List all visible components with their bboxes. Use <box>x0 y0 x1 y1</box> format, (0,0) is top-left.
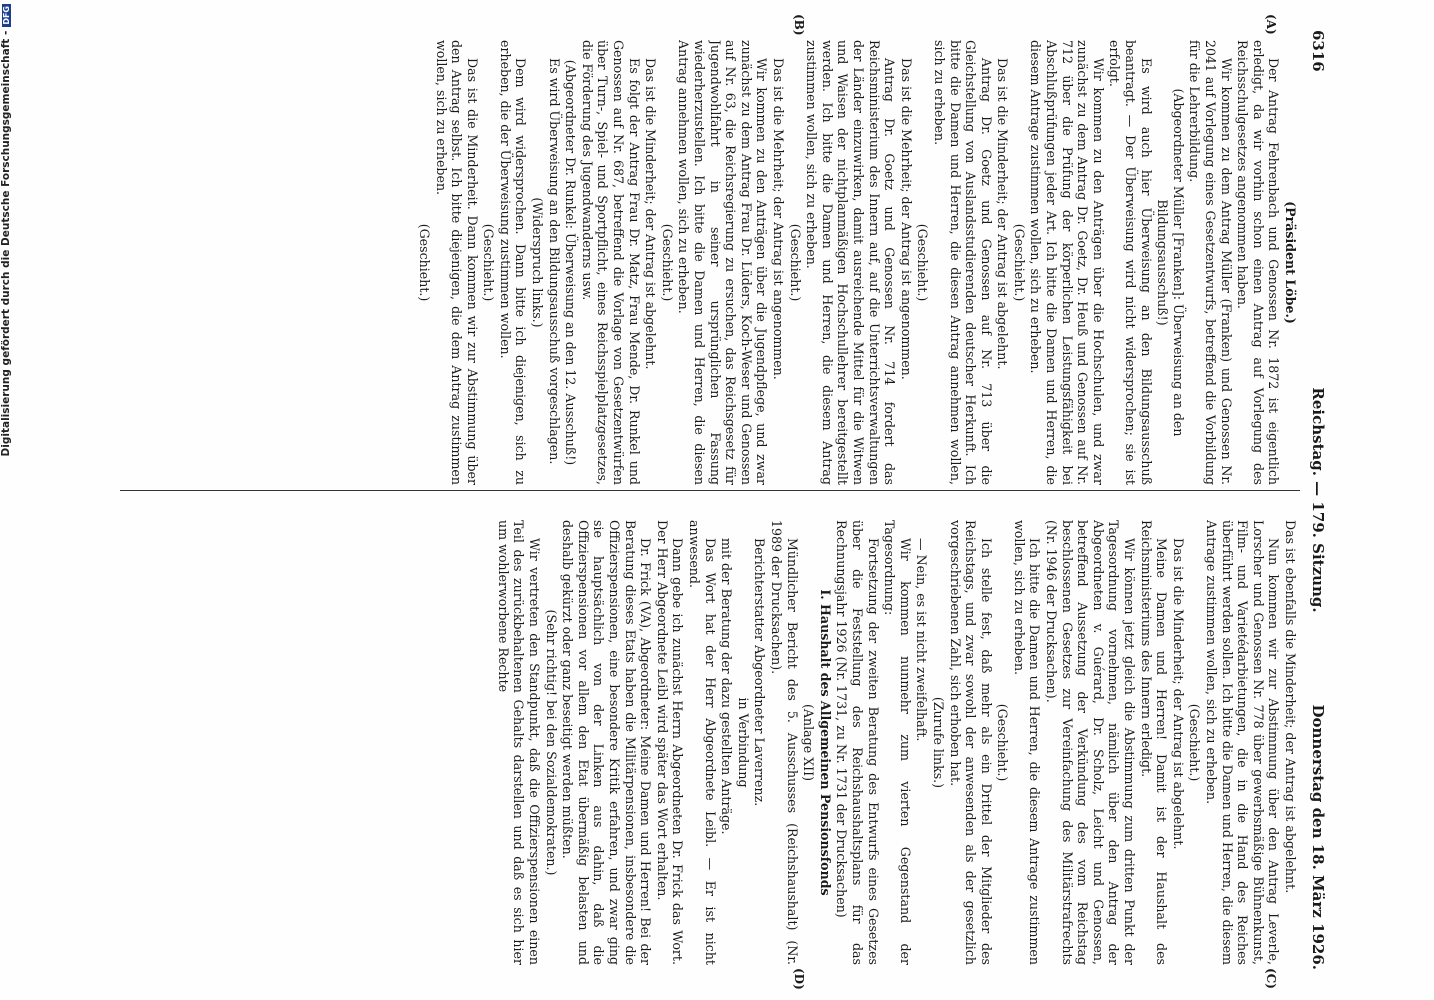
page-header <box>1305 30 1327 970</box>
paragraph: Wir können jetzt gleich die Abstimmung zum dritten Punkt der Tagesordnung vornehmen, nämlich über den Antrag der Abgeordneten v. Guérard, Dr. Scholz, Leicht und Genossen, betreffend Aussetzung der Verkündung des vom Reichstag beschlossenen Gesetzes zur Vereinfachung des Militärstrafrechts (Nr. 1946 der Drucksachen). <box>1044 520 1138 965</box>
paragraph: Das ist die Minderheit; der Antrag ist abgelehnt. <box>1170 538 1186 850</box>
paragraph: mit der Beratung der dazu gestellten Anträge. <box>719 538 735 835</box>
interjection: (Geschieht.) <box>659 223 675 302</box>
paragraph: Meine Damen und Herren! Damit ist der Haushalt des Reichsministeriums des Innern erledigt. <box>1138 520 1170 965</box>
paragraph: Wir vertreten den Standpunkt, daß die Offizierspensionen einen Teil des zurückbehaltenen Gehalts darstellen und daß es sich hier um wohlerworbene Rechte <box>495 520 543 965</box>
agenda-item: Fortsetzung der zweiten Beratung des Entwurfs eines Gesetzes über die Feststellung des Reichshaushaltsplans für das Rechnungsjahr 1926 (Nr. 1731, zu Nr. 1731 der Drucksachen) <box>834 520 881 965</box>
paragraph: Das Wort hat der Herr Abgeordnete Leibl. — Er ist nicht anwesend. <box>687 520 718 965</box>
margin-marker-b: (B) <box>792 14 806 36</box>
paragraph: Wir kommen zu den Anträgen über die Hochschulen, und zwar zunächst zu dem Antrag Dr. Goetz, Dr. Heuß und Genossen auf Nr. 712 über die Prüfung der körperlichen Leistungsfähigkeit bei Abschlußprüfungen jeder Art. Ich bitte die Damen und Herren, die diesem Antrage zustimmen wollen, sich zu erheben. <box>1028 40 1106 485</box>
paragraph: Das ist die Mehrheit; der Antrag ist angenommen. <box>898 58 914 380</box>
interjection: (Sehr richtig! bei den Sozialdemokraten.) <box>543 609 559 876</box>
page-number: 6316 <box>1309 30 1327 72</box>
paragraph: Es wird Überweisung an den Bildungsausschuß vorgeschlagen. <box>546 58 562 465</box>
digitization-credit-sidebar <box>0 0 16 1000</box>
paragraph: Wir kommen zu den Anträgen über die Jugendpflege, und zwar zunächst zu dem Antrag Frau Dr. Lüders, Koch-Weser und Genossen auf Nr. 63, die Reichsregierung zu ersuchen, das Reichsgesetz für Jugendwohlfahrt in seiner ursprünglichen Fassung wiederherzustellen. Ich bitte die Damen und Herren, die diesen Antrag annehmen wollen, sich zu erheben. <box>676 40 770 485</box>
credit-text: Digitalisierung gefördert durch die Deutsche Forschungsgemeinschaft - <box>0 30 12 457</box>
speech: Dr. Frick (VA), Abgeordneter: Meine Damen und Herren! Bei der Beratung dieses Etats haben die Militärpensionen, insbesondere die Offizierspensionen, eine besondere Kritik erfahren, und zwar ging sie hauptsächlich von der Linken aus dahin, daß die Offizierspensionen vor allem den Etat übermäßig belasten und deshalb gekürzt oder ganz beseitigt werden müßten. <box>560 520 654 965</box>
paragraph: Antrag Dr. Goetz und Genossen auf Nr. 713 über die Gleichstellung von Auslandsstudierenden deutscher Herkunft. Ich bitte die Damen und Herren, die diesen Antrag annehmen wollen, sich zu erheben. <box>931 40 994 485</box>
interjection: (Geschieht.) <box>915 223 931 302</box>
agenda-heading: I. Haushalt des Allgemeinen Pensionsfonds <box>817 589 833 896</box>
interjection: (Abgeordneter Dr. Runkel: Überweisung an den 12. Ausschuß!) <box>563 59 579 466</box>
dfg-logo: DFG <box>2 6 11 25</box>
paragraph: Es folgt der Antrag Frau Dr. Matz, Frau Mende, Dr. Runkel und Genossen auf Nr. 687, betreffend die Vorlage von Gesetzentwürfen über Turn-, Spiel- und Sportpflicht, eines Reichsspielplatzgesetzes, die Förderung des Jugendwanderns usw. <box>579 40 642 485</box>
paragraph: — Nein, es ist nicht zweifelhaft. <box>914 538 930 742</box>
paragraph: Dem wird widersprochen. Dann bitte ich diejenigen, sich zu erheben, die der Überweisung zustimmen wollen. <box>497 40 529 485</box>
interjection: (Abgeordneter Müller [Franken]: Überweisung an den Bildungsausschuß!) <box>1155 88 1186 437</box>
interjection: (Geschieht.) <box>995 703 1011 782</box>
interjection: (Geschieht.) <box>416 223 432 302</box>
paragraph: in Verbindung <box>735 697 751 788</box>
paragraph: Ich stelle fest, daß mehr als ein Drittel der Mitglieder des Reichstags, und zwar sowohl der anwesenden als der gesetzlich vorgeschriebenen Zahl, sich erhoben hat. <box>947 520 994 965</box>
paragraph: Nun kommen wir zur Abstimmung über den Antrag Leverle, Lorscher und Genossen Nr. 778 über gewerbsmäßige Bühnenkunst, Film- und Varietédarbietungen, die in die Hand des Reiches überführt werden sollen. Ich bitte die Damen und Herren, die diesem Antrage zustimmen wollen, sich zu erheben. <box>1204 520 1282 965</box>
agenda-annex: (Anlage XII) <box>801 703 817 781</box>
paragraph: Wir kommen nunmehr zum vierten Gegenstand der Tagesordnung: <box>882 520 913 965</box>
margin-marker-d: (D) <box>792 968 806 990</box>
paragraph: Das ist die Minderheit; der Antrag ist abgelehnt. <box>995 58 1011 370</box>
paragraph: Antrag Dr. Goetz und Genossen Nr. 714 fordert das Reichsministerium des Innern auf, auf die Unterrichtsverwaltungen der Länder einzuwirken, damit ausreichende Mittel für die Witwen und Waisen der nichtplanmäßigen Hochschullehrer bereitgestellt werden. Ich bitte die Damen und Herren, die diesem Antrag zustimmen wollen, sich zu erheben. <box>804 40 898 485</box>
paragraph: Wir kommen zu dem Antrag Müller (Franken) und Genossen Nr. 2041 auf Vorlegung eines Gesetzentwurfs, betreffend die Vorbildung für die Lehrerbildung. <box>1187 40 1234 485</box>
paragraph: Es wird auch hier Überweisung an den Bildungsausschuß beantragt. — Der Überweisung wird nicht widersprochen; sie ist erfolgt. <box>1107 40 1154 485</box>
session-title: Reichstag. — 179. Sitzung. <box>1309 387 1327 613</box>
paragraph: Mündlicher Bericht des 5. Ausschusses (Reichshaushalt) (Nr. 1989 der Drucksachen). <box>769 520 800 965</box>
interjection: (Geschieht.) <box>1011 223 1027 302</box>
session-date: Donnerstag den 18. März 1926. <box>1309 704 1327 970</box>
interjection: (Geschieht.) <box>1187 703 1203 782</box>
margin-marker-c: (C) <box>1264 968 1278 989</box>
interjection: (Widerspruch links.) <box>530 197 546 328</box>
digitization-credit <box>0 4 14 994</box>
margin-marker-a: (A) <box>1264 14 1278 35</box>
left-column <box>118 40 1298 485</box>
paragraph: Ich bitte die Damen und Herren, die diesem Antrage zustimmen wollen, sich zu erheben. <box>1011 520 1043 965</box>
right-column <box>118 520 1298 965</box>
paragraph: Berichterstatter Abgeordneter Laverrenz. <box>752 538 768 807</box>
paragraph: (Präsident Löbe.) <box>1283 201 1298 324</box>
paragraph: Das ist die Mehrheit; der Antrag ist angenommen. <box>771 58 786 380</box>
interjection: (Zurufe links.) <box>930 696 946 789</box>
paragraph: Der Antrag Fehrenbach und Genossen Nr. 1872 ist eigentlich erledigt, da wir vorhin schon einen Antrag auf Vorlegung des Reichsschulgesetzes angenommen haben. <box>1235 40 1282 485</box>
paragraph: Das ist ebenfalls die Minderheit; der Antrag ist abgelehnt. <box>1283 520 1298 894</box>
interjection: (Geschieht.) <box>481 223 497 302</box>
paragraph: Das ist die Minderheit. Dann kommen wir zur Abstimmung über den Antrag selbst. Ich bitte diejenigen, die dem Antrag zustimmen wollen, sich zu erheben. <box>433 40 480 485</box>
paragraph: Dann gebe ich zunächst Herrn Abgeordneten Dr. Frick das Wort. Der Herr Abgeordnete Leibl wird später das Wort erhalten. <box>654 520 686 965</box>
column-divider <box>120 490 1300 491</box>
paragraph: Das ist die Minderheit; der Antrag ist abgelehnt. <box>643 58 659 370</box>
interjection: (Geschieht.) <box>787 223 803 302</box>
